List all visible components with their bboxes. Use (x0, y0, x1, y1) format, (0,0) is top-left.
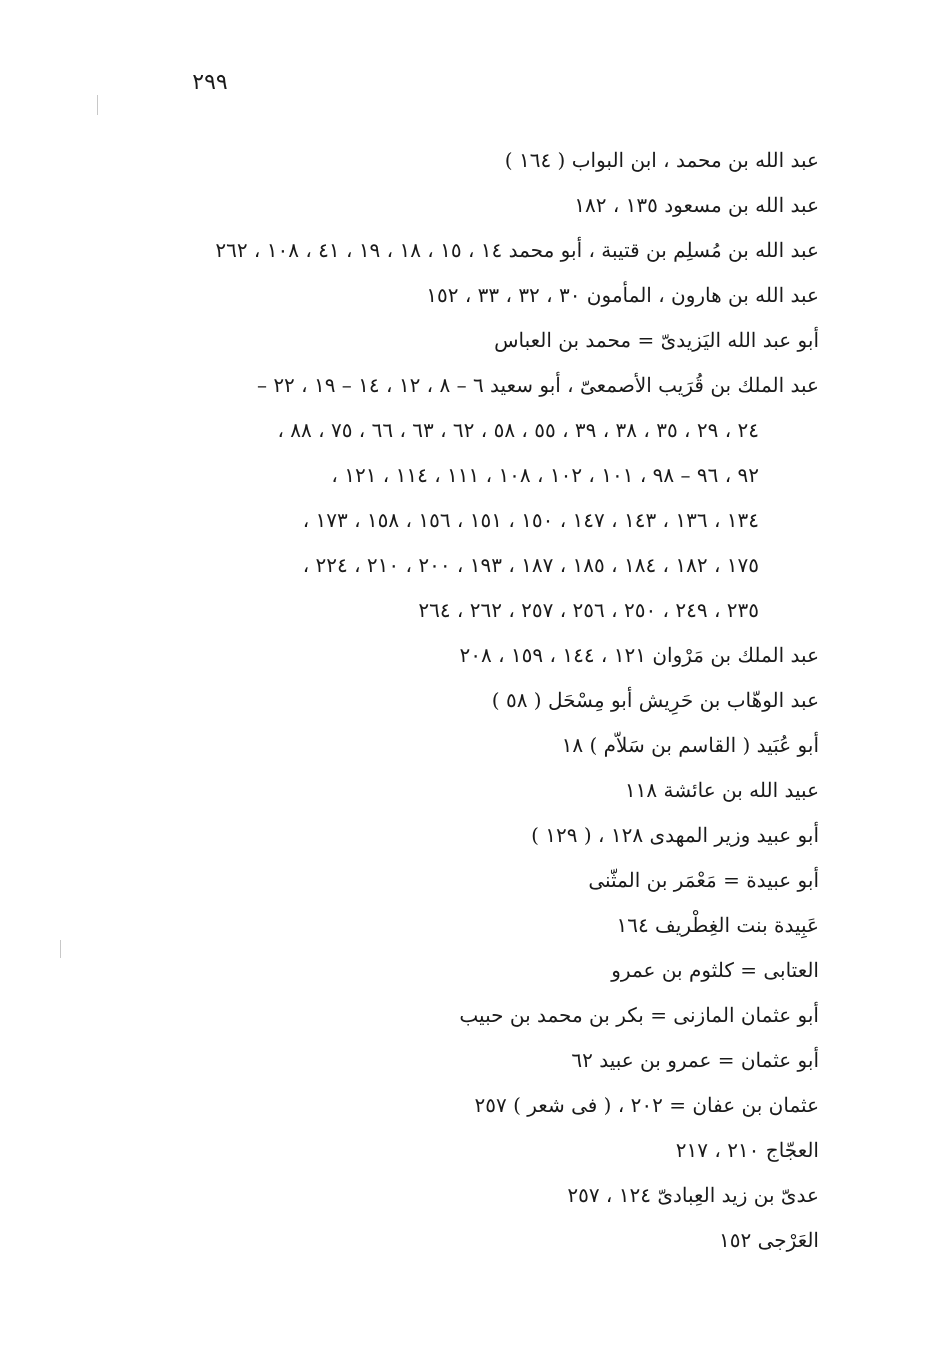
index-entry-continuation: ١٣٤ ، ١٣٦ ، ١٤٣ ، ١٤٧ ، ١٥٠ ، ١٥١ ، ١٥٦ ، ١٥٨ ، ١٧٣ ، (302, 508, 759, 532)
index-entry: أبو عثمان المازنى = بكر بن محمد بن حبيب (459, 1003, 819, 1027)
index-entry: عثمان بن عفان = ٢٠٢ ، ( فى شعر ) ٢٥٧ (474, 1093, 819, 1117)
index-entry: عبد الوهّاب بن حَرِيش أبو مِسْحَل ( ٥٨ ) (491, 688, 819, 712)
index-entry: العَرْجى ١٥٢ (719, 1228, 819, 1252)
index-entry: عبد الملك بن قُرَيب الأصمعىّ ، أبو سعيد ٦ – ٨ ، ١٢ ، ١٤ – ١٩ ، ٢٢ – (256, 373, 819, 397)
index-entries (119, 138, 819, 1263)
index-entry-continuation: ٢٣٥ ، ٢٤٩ ، ٢٥٠ ، ٢٥٦ ، ٢٥٧ ، ٢٦٢ ، ٢٦٤ (418, 598, 759, 622)
scan-mark (97, 95, 98, 115)
index-entry: عَبِيدة بنت الغِطْريف ١٦٤ (616, 913, 819, 937)
index-entry: العجّاج ٢١٠ ، ٢١٧ (675, 1138, 819, 1162)
index-entry: عبيد الله بن عائشة ١١٨ (624, 778, 819, 802)
index-entry: عبد الله بن مسعود ١٣٥ ، ١٨٢ (574, 193, 819, 217)
index-entry: أبو عبيد وزير المهدى ١٢٨ ، ( ١٢٩ ) (531, 823, 819, 847)
index-entry-continuation: ١٧٥ ، ١٨٢ ، ١٨٤ ، ١٨٥ ، ١٨٧ ، ١٩٣ ، ٢٠٠ ، ٢١٠ ، ٢٢٤ ، (302, 553, 759, 577)
index-entry: عبد الله بن مُسلِم بن قتيبة ، أبو محمد ١٤ ، ١٥ ، ١٨ ، ١٩ ، ٤١ ، ١٠٨ ، ٢٦٢ (215, 238, 819, 262)
index-entry: أبو عثمان = عمرو بن عبيد ٦٢ (571, 1048, 819, 1072)
page-number: ٢٩٩ (192, 70, 228, 95)
index-entry: عدىّ بن زيد العِبادىّ ١٢٤ ، ٢٥٧ (567, 1183, 819, 1207)
index-entry: عبد الله بن هارون ، المأمون ٣٠ ، ٣٢ ، ٣٣ ، ١٥٢ (426, 283, 819, 307)
index-entry-continuation: ٢٤ ، ٢٩ ، ٣٥ ، ٣٨ ، ٣٩ ، ٥٥ ، ٥٨ ، ٦٢ ، ٦٣ ، ٦٦ ، ٧٥ ، ٨٨ ، (277, 418, 759, 442)
index-entry: أبو عبيدة = مَعْمَر بن المثّنى (588, 868, 819, 892)
scan-mark (60, 940, 61, 958)
index-entry: أبو عبد الله اليَزيدىّ = محمد بن العباس (494, 328, 819, 352)
index-entry: أبو عُبَيد ( القاسم بن سَلاّم ) ١٨ (561, 733, 819, 757)
index-entry: العتابى = كلثوم بن عمرو (611, 958, 819, 982)
index-entry-continuation: ٩٢ ، ٩٦ – ٩٨ ، ١٠١ ، ١٠٢ ، ١٠٨ ، ١١١ ، ١١٤ ، ١٢١ ، (331, 463, 759, 487)
index-entry: عبد الله بن محمد ، ابن البواب ( ١٦٤ ) (504, 148, 819, 172)
index-entry: عبد الملك بن مَرْوان ١٢١ ، ١٤٤ ، ١٥٩ ، ٢٠٨ (459, 643, 819, 667)
